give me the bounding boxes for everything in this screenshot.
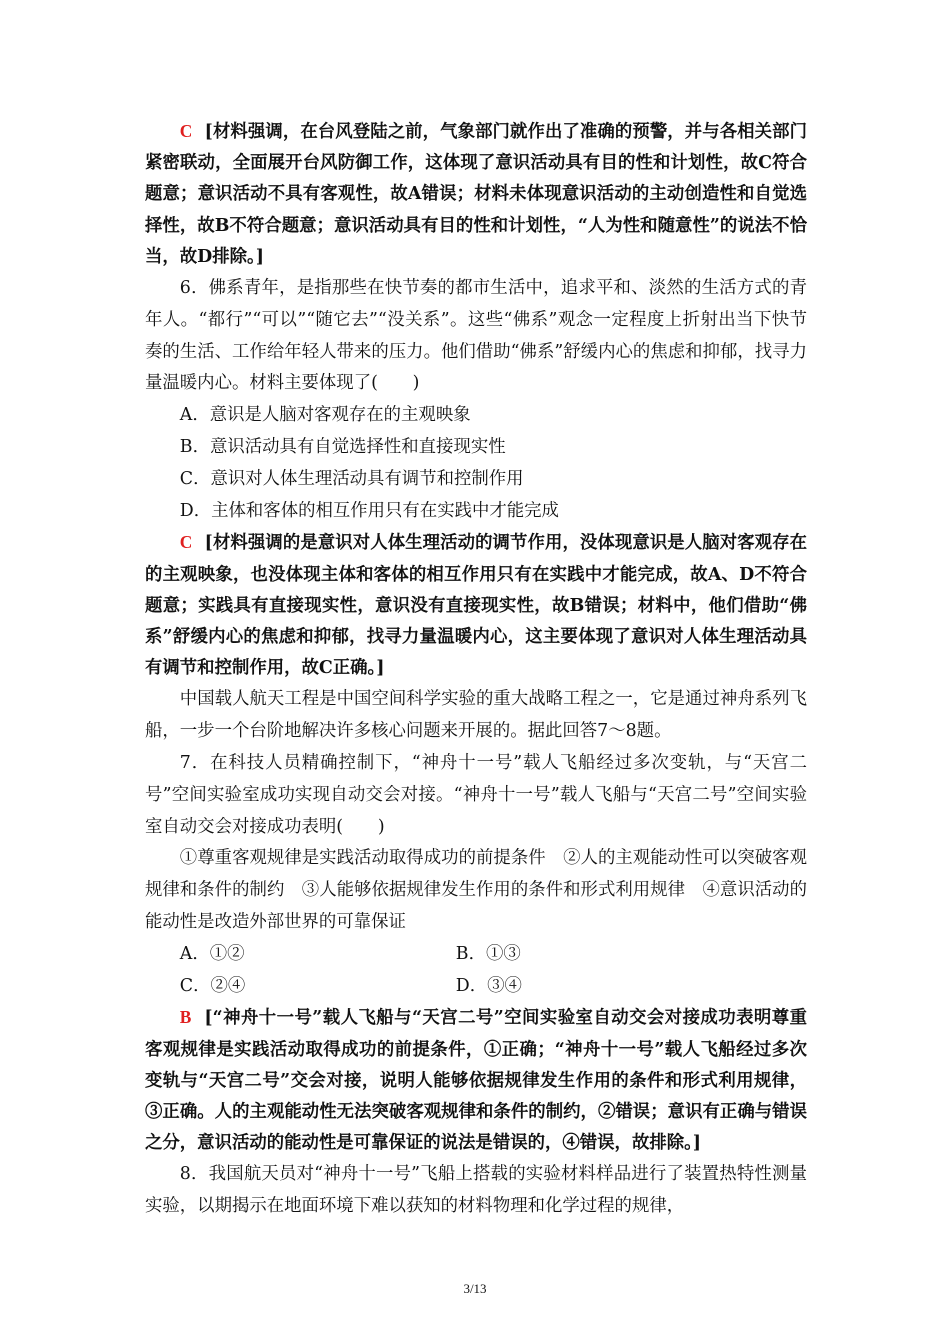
q7-answer bbox=[145, 1002, 807, 1159]
q7-explanation: [“神舟十一号”载人飞船与“天宫二号”空间实验室自动交会对接成功表明尊重客观规律是实践活动取得成功的前提条件，①正确；“神舟十一号”载人飞船经过多次变轨与“天宫二号”交会对接，说明人能够依据规律发生作用的条件和形式利用规律，③正确。人的主观能动性无法突破客观规律和条件的制约，②错误；意识有正确与错误之分，意识活动的能动性是可靠保证的说法是错误的，④错误，故排除。] bbox=[145, 1008, 808, 1154]
q5-answer-letter: C bbox=[179, 121, 193, 141]
q6-answer bbox=[145, 527, 807, 684]
q7-statements: ①尊重客观规律是实践活动取得成功的前提条件 ②人的主观能动性可以突破客观规律和条件的制约 ③人能够依据规律发生作用的条件和形式利用规律 ④意识活动的能动性是改造外部世界的可靠保证 bbox=[145, 848, 807, 932]
q7-options-row-1 bbox=[145, 939, 807, 971]
page-number: 3/13 bbox=[463, 1281, 487, 1296]
q7-answer-letter: B bbox=[179, 1007, 192, 1028]
q6-option-a: A．意识是人脑对客观存在的主观映象 bbox=[179, 405, 471, 426]
q6-option-b: B．意识活动具有自觉选择性和直接现实性 bbox=[179, 437, 506, 457]
q7-options-row-2 bbox=[145, 971, 807, 1003]
q6-option-d: D．主体和客体的相互作用只有在实践中才能完成 bbox=[179, 500, 559, 521]
q7-stem: 7．在科技人员精确控制下，“神舟十一号”载人飞船经过多次变轨，与“天宫二号”空间实验室成功实现自动交会对接。“神舟十一号”载人飞船与“天宫二号”空间实验室自动交会对接成功表明( ) bbox=[145, 753, 807, 837]
q5-answer bbox=[145, 116, 807, 273]
q6-stem: 6．佛系青年，是指那些在快节奏的都市生活中，追求平和、淡然的生活方式的青年人。“都行”“可以”“随它去”“没关系”。这些“佛系”观念一定程度上折射出当下快节奏的生活、工作给年轻人带来的压力。他们借助“佛系”舒缓内心的焦虑和抑郁，找寻力量温暖内心。材料主要体现了( ) bbox=[145, 278, 807, 394]
q6-explanation: [材料强调的是意识对人体生理活动的调节作用，没体现意识是人脑对客观存在的主观映象，也没体现主体和客体的相互作用只有在实践中才能完成，故A、D不符合题意；实践具有直接现实性，意识没有直接现实性，故B错误；材料中，他们借助“佛系”舒缓内心的焦虑和抑郁，找寻力量温暖内心，这主要体现了意识对人体生理活动具有调节和控制作用，故C正确。] bbox=[145, 533, 808, 679]
q5-explanation: [材料强调，在台风登陆之前，气象部门就作出了准确的预警，并与各相关部门紧密联动，全面展开台风防御工作，这体现了意识活动具有目的性和计划性，故C符合题意；意识活动不具有客观性，故A错误；材料未体现意识活动的主动创造性和自觉选择性，故B不符合题意；意识活动具有目的性和计划性，“人为性和随意性”的说法不恰当，故D排除。] bbox=[145, 122, 808, 267]
q6-answer-letter: C bbox=[179, 532, 193, 553]
q7-option-b: B．①③ bbox=[455, 943, 521, 964]
passage: 中国载人航天工程是中国空间科学实验的重大战略工程之一，它是通过神舟系列飞船，一步一个台阶地解决许多核心问题来开展的。据此回答7～8题。 bbox=[145, 689, 807, 742]
q7-option-d: D．③④ bbox=[455, 975, 522, 996]
q7-option-c: C．②④ bbox=[179, 975, 246, 996]
q6-option-c: C．意识对人体生理活动具有调节和控制作用 bbox=[179, 468, 524, 489]
q7-option-a: A．①② bbox=[179, 943, 245, 964]
document-body bbox=[145, 116, 807, 1223]
q8-stem: 8．我国航天员对“神舟十一号”飞船上搭载的实验材料样品进行了装置热特性测量实验，以期揭示在地面环境下难以获知的材料物理和化学过程的规律， bbox=[145, 1164, 807, 1217]
